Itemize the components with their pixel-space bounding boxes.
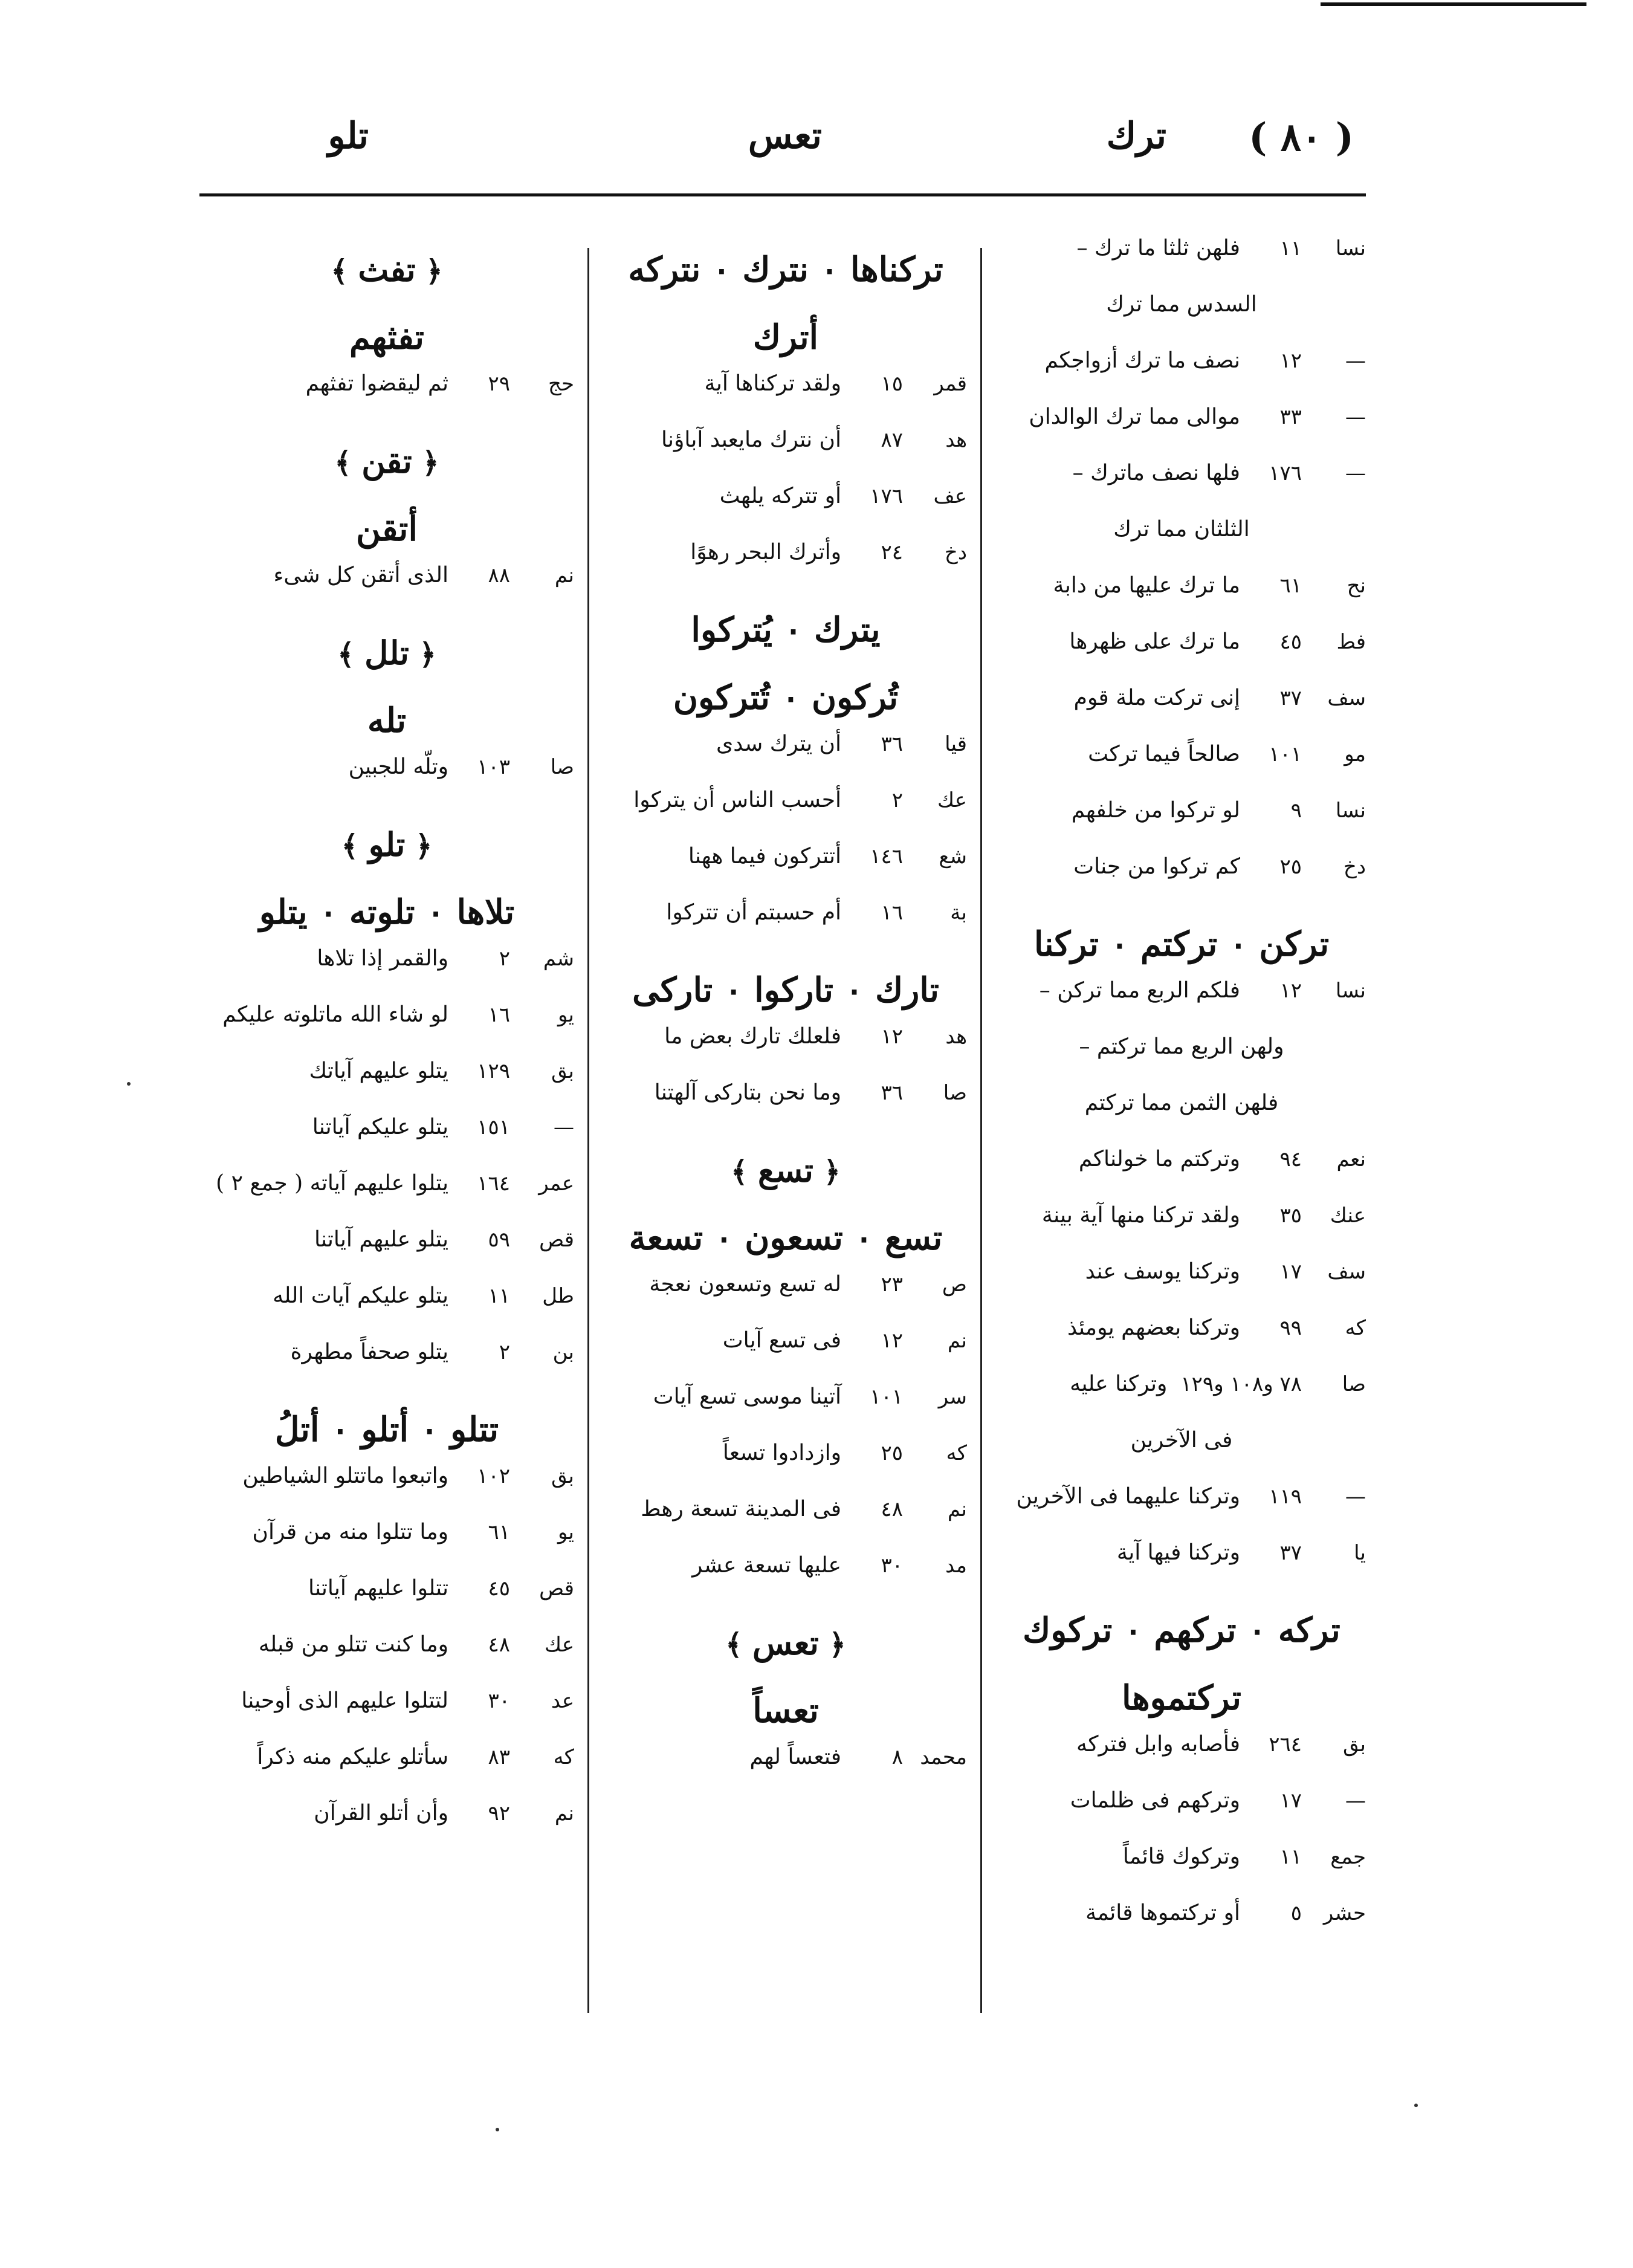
verse-excerpt: ثم ليقضوا تفثهم [305,371,448,396]
ornamental-bracket-icon: ﴾ [337,638,365,672]
ornamental-bracket-icon: ﴿ [412,446,439,480]
sura-abbreviation: عمر [538,1171,574,1196]
verse-excerpt: وأترك البحر رهوًا [690,540,841,565]
verse-number: ٢٩ [488,372,510,396]
root-word: تلو [368,825,406,864]
verse-excerpt: أتتركون فيما ههنا [688,844,841,869]
entry-continuation: الثلثان مما ترك [1113,517,1250,542]
verse-excerpt: كم تركوا من جنات [1073,854,1240,879]
sura-abbreviation: صا [550,755,574,779]
concordance-entry [604,1024,967,1080]
concordance-entry [604,1384,967,1440]
column-middle [604,236,967,2025]
ornamental-bracket-icon: ﴾ [731,1155,758,1189]
verse-excerpt: فلعلك تارك بعض ما [664,1024,841,1049]
verse-excerpt: ما ترك عليها من دابة [1053,573,1240,598]
sura-abbreviation: يو [557,1003,574,1027]
concordance-entry [997,798,1366,854]
verse-excerpt: أو تركتموها قائمة [1085,1900,1240,1925]
concordance-entry [199,1227,574,1283]
top-edge-rule [1321,2,1586,6]
verse-excerpt: وأن أتلو القرآن [314,1801,448,1826]
concordance-entry [199,1058,574,1115]
verse-number: ١٥١ [477,1115,510,1139]
verse-number: ٧٨ و١٠٨ و١٢٩ [1180,1372,1302,1396]
verse-number: ٣٧ [1279,686,1302,710]
word-form-heading: تتلو ٠ أتلو ٠ أتلُ [274,1410,499,1450]
verse-excerpt: فلها نصف ماترك – [1072,461,1240,485]
verse-excerpt: وتركنا فيها آية [1116,1540,1240,1565]
verse-number: ٩٢ [488,1801,510,1826]
ornamental-bracket-icon: ﴾ [334,446,362,480]
concordance-entry [997,1372,1366,1428]
verse-excerpt: أن يترك سدى [716,731,841,756]
concordance-entry [199,946,574,1002]
column-left [199,236,574,2025]
entry-continuation: ولهن الربع مما تركتم – [1079,1034,1284,1059]
sura-abbreviation: شع [939,844,967,869]
verse-number: ١٠٣ [477,755,510,779]
concordance-entry [199,1745,574,1801]
sura-abbreviation: عك [937,788,967,812]
concordance-entry [199,754,574,811]
sura-abbreviation: سف [1327,686,1366,710]
verse-excerpt: يتلو صحفاً مطهرة [290,1340,448,1364]
verse-number: ٨٧ [881,428,903,452]
page-number: ( ٨٠ ) [1249,115,1354,160]
verse-number: ٣٠ [488,1689,510,1713]
root-word: تعس [752,1624,819,1662]
verse-number: ١٤٦ [870,844,903,869]
header-rule [199,193,1366,196]
verse-number: ٢٤ [881,540,903,565]
root-heading [199,236,574,303]
concordance-entry [199,1002,574,1058]
verse-number: ١٢ [881,1025,903,1049]
sura-abbreviation: محمد [920,1745,967,1769]
word-form-heading: تلاها ٠ تلوته ٠ يتلو [259,892,515,932]
verse-excerpt: يتلو عليهم آياتك [309,1058,448,1083]
sura-abbreviation: دخ [944,540,967,565]
sura-abbreviation: بة [950,901,967,925]
concordance-entry [199,1340,574,1396]
concordance-entry [997,1844,1366,1900]
verse-number: ٩ [1290,799,1302,823]
word-form-heading: تله [367,701,407,740]
concordance-entry [997,573,1366,629]
sura-abbreviation: جمع [1330,1845,1366,1869]
sura-abbreviation: قمر [934,372,967,396]
verse-excerpt: فلهن ثلثا ما ترك – [1076,236,1240,261]
concordance-entry [199,563,574,619]
sura-abbreviation: نم [554,1801,574,1826]
verse-number: ٨٨ [488,563,510,588]
root-heading [604,1136,967,1204]
concordance-entry [199,1171,574,1227]
concordance-entry [997,1900,1366,1957]
verse-number: ١٧٦ [1269,461,1302,485]
concordance-entry [997,1147,1366,1203]
ornamental-bracket-icon: ﴿ [818,1628,846,1662]
sura-abbreviation: مو [1344,742,1366,766]
verse-number: ١٠١ [1269,742,1302,766]
concordance-entry [199,1632,574,1688]
concordance-entry [604,1328,967,1384]
verse-number: ٥ [1290,1901,1302,1925]
sura-abbreviation: مد [945,1554,967,1578]
concordance-entry [997,348,1366,404]
concordance-entry [604,844,967,900]
concordance-entry [997,685,1366,742]
sura-abbreviation: بق [551,1464,574,1488]
concordance-entry [199,1520,574,1576]
verse-excerpt: سأتلو عليكم منه ذكراً [257,1745,448,1769]
verse-number: ١٢٩ [477,1059,510,1083]
concordance-entry [604,371,967,427]
sura-abbreviation: بق [551,1059,574,1083]
verse-number: ١١ [1279,1845,1302,1869]
verse-number: ١٢ [1279,349,1302,373]
sura-abbreviation: هد [945,1025,967,1049]
verse-excerpt: وتركنا يوسف عند [1085,1259,1240,1284]
verse-number: ٣٦ [881,732,903,756]
verse-number: ٦١ [1279,574,1302,598]
verse-number: ٢ [499,1340,510,1364]
verse-excerpt: وتركهم فى ظلمات [1070,1788,1240,1813]
root-word: تقن [361,442,412,481]
verse-excerpt: ولقد تركناها آية [704,371,841,396]
verse-number: ٨ [891,1745,903,1769]
sura-abbreviation: — [1345,461,1366,485]
verse-excerpt: وتركنا عليهما فى الآخرين [1016,1484,1240,1509]
sura-abbreviation: حشر [1323,1901,1366,1925]
concordance-entry [997,1540,1366,1596]
concordance-entry [604,1080,967,1136]
concordance-entry [604,1745,967,1801]
ornamental-bracket-icon: ﴿ [409,638,436,672]
verse-excerpt: وتركتم ما خولناكم [1078,1147,1240,1171]
sura-abbreviation: — [1345,1485,1366,1509]
verse-number: ٣٠ [881,1554,903,1578]
sura-abbreviation: نم [554,563,574,588]
concordance-entry [997,461,1366,517]
verse-excerpt: يتلوا عليهم آياته ( جمع ٢ ) [216,1171,448,1196]
verse-number: ٨٣ [488,1745,510,1769]
concordance-entry [997,1788,1366,1844]
verse-number: ٣٧ [1279,1541,1302,1565]
verse-number: ٤٨ [488,1633,510,1657]
verse-number: ٢٦٤ [1269,1732,1302,1757]
word-form-heading: تركتموها [1122,1678,1241,1718]
sura-abbreviation: نعم [1336,1147,1366,1171]
verse-excerpt: أحسب الناس أن يتركوا [633,788,841,812]
ornamental-bracket-icon: ﴿ [405,829,433,863]
concordance-entry [604,484,967,540]
concordance-entry [604,1497,967,1553]
verse-number: ٢ [891,788,903,812]
concordance-entry [997,629,1366,685]
verse-excerpt: آتينا موسى تسع آيات [653,1384,841,1409]
verse-excerpt: نصف ما ترك أزواجكم [1044,348,1240,373]
entry-continuation: السدس مما ترك [1106,292,1257,317]
verse-number: ١٦ [488,1003,510,1027]
sura-abbreviation: — [1345,349,1366,373]
verse-excerpt: واتبعوا ماتتلو الشياطين [242,1463,448,1488]
word-form-heading: أترك [752,317,819,357]
concordance-entry [604,1440,967,1497]
ornamental-bracket-icon: ﴿ [415,254,443,288]
ornamental-bracket-icon: ﴾ [331,254,358,288]
verse-number: ١٠٢ [477,1464,510,1488]
verse-number: ٤٨ [881,1497,903,1521]
verse-number: ١٦٤ [477,1171,510,1196]
verse-number: ٣٣ [1279,405,1302,429]
verse-number: ١٧ [1279,1789,1302,1813]
verse-excerpt: ولقد تركنا منها آية بينة [1041,1203,1240,1228]
verse-excerpt: فى المدينة تسعة رهط [641,1497,841,1521]
root-heading [604,1609,967,1677]
sura-abbreviation: كه [946,1441,967,1465]
word-form-heading: تسع ٠ تسعون ٠ تسعة [629,1218,943,1258]
concordance-entry [199,1283,574,1340]
entry-continuation: فى الآخرين [1130,1428,1233,1453]
verse-excerpt: يتلو عليكم آياتنا [312,1115,448,1139]
concordance-entry [997,854,1366,910]
word-form-heading: أتقن [355,509,418,549]
concordance-entry [199,1801,574,1857]
sura-abbreviation: شم [543,947,574,971]
verse-excerpt: أو تتركه يلهث [719,484,841,508]
concordance-entry [199,1688,574,1745]
verse-excerpt: يتلو عليهم آياتنا [314,1227,448,1252]
concordance-entry [199,1463,574,1520]
verse-number: ٢٥ [881,1441,903,1465]
sura-abbreviation: — [554,1115,574,1139]
verse-excerpt: وما كنت تتلو من قبله [258,1632,448,1657]
concordance-entry [997,1203,1366,1259]
verse-excerpt: لو تركوا من خلفهم [1071,798,1240,823]
verse-excerpt: فلكم الربع مما تركن – [1039,978,1240,1003]
concordance-entry [997,404,1366,461]
column-right [997,236,1366,2025]
verse-number: ٤٥ [1279,630,1302,654]
scan-speck [127,1082,131,1086]
verse-number: ٣٦ [881,1081,903,1105]
sura-abbreviation: صا [1342,1372,1366,1396]
verse-excerpt: وتلّه للجبين [348,754,448,779]
page-header [199,103,1366,175]
word-form-heading: يترك ٠ يُتركوا [691,610,881,650]
verse-excerpt: أن نترك مايعبد آباؤنا [661,427,841,452]
concordance-entry [604,788,967,844]
verse-number: ١٢ [881,1329,903,1353]
concordance-columns [199,236,1366,2025]
concordance-entry [997,1315,1366,1372]
verse-excerpt: فى تسع آيات [722,1328,841,1353]
verse-number: ٦١ [488,1520,510,1544]
sura-abbreviation: يو [557,1520,574,1544]
verse-excerpt: فتعساً لهم [749,1745,841,1769]
verse-excerpt: صالحاً فيما تركت [1088,742,1240,766]
ornamental-bracket-icon: ﴾ [341,829,369,863]
ornamental-bracket-icon: ﴾ [725,1628,753,1662]
concordance-entry [604,900,967,956]
verse-number: ١١ [488,1284,510,1308]
verse-excerpt: أم حسبتم أن تتركوا [666,900,841,925]
verse-excerpt: يتلو عليكم آيات الله [273,1283,448,1308]
verse-number: ٥٩ [488,1228,510,1252]
sura-abbreviation: عك [545,1633,574,1657]
verse-excerpt: والقمر إذا تلاها [317,946,448,971]
ornamental-bracket-icon: ﴿ [813,1155,841,1189]
word-form-heading: تارك ٠ تاركوا ٠ تاركى [632,970,939,1010]
sura-abbreviation: عد [551,1689,574,1713]
concordance-entry [997,742,1366,798]
sura-abbreviation: يا [1354,1541,1366,1565]
verse-excerpt: وتركنا بعضهم يومئذ [1067,1315,1240,1340]
verse-excerpt: وما تتلوا منه من قرآن [252,1520,448,1544]
verse-number: ٩٩ [1279,1316,1302,1340]
word-form-heading: تركناها ٠ نترك ٠ نتركه [628,250,943,290]
verse-number: ٣٥ [1279,1204,1302,1228]
verse-excerpt: إنى تركت ملة قوم [1073,685,1240,710]
sura-abbreviation: نسا [1335,979,1366,1003]
sura-abbreviation: فط [1336,630,1366,654]
verse-excerpt: ما ترك على ظهرها [1069,629,1240,654]
verse-number: ١١ [1279,236,1302,261]
concordance-entry [604,427,967,484]
sura-abbreviation: ص [942,1272,967,1297]
verse-excerpt: وتركنا عليه [1070,1372,1168,1396]
running-headword-middle: تعس [748,115,822,157]
sura-abbreviation: طل [542,1284,574,1308]
sura-abbreviation: قص [539,1228,574,1252]
sura-abbreviation: نسا [1335,236,1366,261]
sura-abbreviation: كه [553,1745,574,1769]
verse-excerpt: تتلوا عليهم آياتنا [308,1576,448,1601]
concordance-entry [997,1259,1366,1315]
word-form-heading: تركن ٠ تركتم ٠ تركنا [1033,924,1330,964]
verse-number: ٢٣ [881,1272,903,1297]
sura-abbreviation: حج [548,372,574,396]
sura-abbreviation: — [1345,405,1366,429]
word-form-heading: تُركون ٠ تُتركون [673,678,899,718]
sura-abbreviation: قيا [945,732,967,756]
sura-abbreviation: سف [1327,1260,1366,1284]
word-form-heading: تفثهم [349,317,424,357]
concordance-entry [199,1576,574,1632]
concordance-entry [604,540,967,596]
column-divider [587,248,589,2013]
sura-abbreviation: قص [539,1576,574,1601]
verse-excerpt: فأصابه وابل فتركه [1076,1732,1240,1757]
sura-abbreviation: نم [947,1329,967,1353]
concordance-entry [604,731,967,788]
sura-abbreviation: سر [938,1385,967,1409]
sura-abbreviation: هد [945,428,967,452]
entry-continuation: فلهن الثمن مما تركتم [1084,1090,1279,1115]
column-divider [980,248,982,2013]
root-word: تفث [358,250,416,289]
concordance-entry [604,1553,967,1609]
verse-number: ٢٥ [1279,855,1302,879]
sura-abbreviation: نسا [1335,799,1366,823]
sura-abbreviation: نم [947,1497,967,1521]
verse-number: ٩٤ [1279,1147,1302,1171]
verse-number: ١١٩ [1269,1485,1302,1509]
sura-abbreviation: عنك [1330,1204,1366,1228]
concordance-entry [997,978,1366,1034]
running-headword-left: تلو [328,115,369,157]
concordance-entry [997,1732,1366,1788]
verse-excerpt: لو شاء الله ماتلوته عليكم [222,1002,448,1027]
scan-speck [496,2128,499,2131]
root-word: تسع [758,1151,813,1190]
running-headword-right: ترك [1106,115,1166,157]
sura-abbreviation: نح [1347,574,1366,598]
root-heading [199,811,574,878]
concordance-entry [997,1484,1366,1540]
verse-excerpt: لتتلوا عليهم الذى أوحينا [241,1688,448,1713]
sura-abbreviation: بق [1343,1732,1366,1757]
concordance-entry [997,236,1366,292]
concordance-entry [604,1272,967,1328]
verse-number: ١٠١ [870,1385,903,1409]
verse-number: ١٥ [881,372,903,396]
word-form-heading: تركه ٠ تركهم ٠ تركوك [1023,1610,1340,1650]
verse-excerpt: الذى أتقن كل شىء [273,563,448,588]
root-heading [199,619,574,687]
verse-excerpt: له تسع وتسعون نعجة [649,1272,841,1297]
word-form-heading: تعساً [752,1691,819,1731]
sura-abbreviation: صا [943,1081,967,1105]
concordance-entry [199,1115,574,1171]
sura-abbreviation: عف [933,484,967,508]
verse-number: ١٦ [881,901,903,925]
verse-number: ٢ [499,947,510,971]
verse-excerpt: عليها تسعة عشر [692,1553,841,1578]
verse-excerpt: وتركوك قائماً [1122,1844,1240,1869]
verse-excerpt: وما نحن بتاركى آلهتنا [654,1080,841,1105]
verse-number: ٤٥ [488,1576,510,1601]
sura-abbreviation: دخ [1343,855,1366,879]
root-word: تلل [364,633,409,672]
verse-excerpt: موالى مما ترك الوالدان [1029,404,1240,429]
verse-number: ١٧ [1279,1260,1302,1284]
sura-abbreviation: بن [552,1340,574,1364]
verse-number: ١٧٦ [870,484,903,508]
scan-speck [1414,2104,1418,2107]
concordance-entry [199,371,574,427]
verse-number: ١٢ [1279,979,1302,1003]
sura-abbreviation: كه [1345,1316,1366,1340]
root-heading [199,427,574,495]
sura-abbreviation: — [1345,1789,1366,1813]
verse-excerpt: وازدادوا تسعاً [722,1440,841,1465]
